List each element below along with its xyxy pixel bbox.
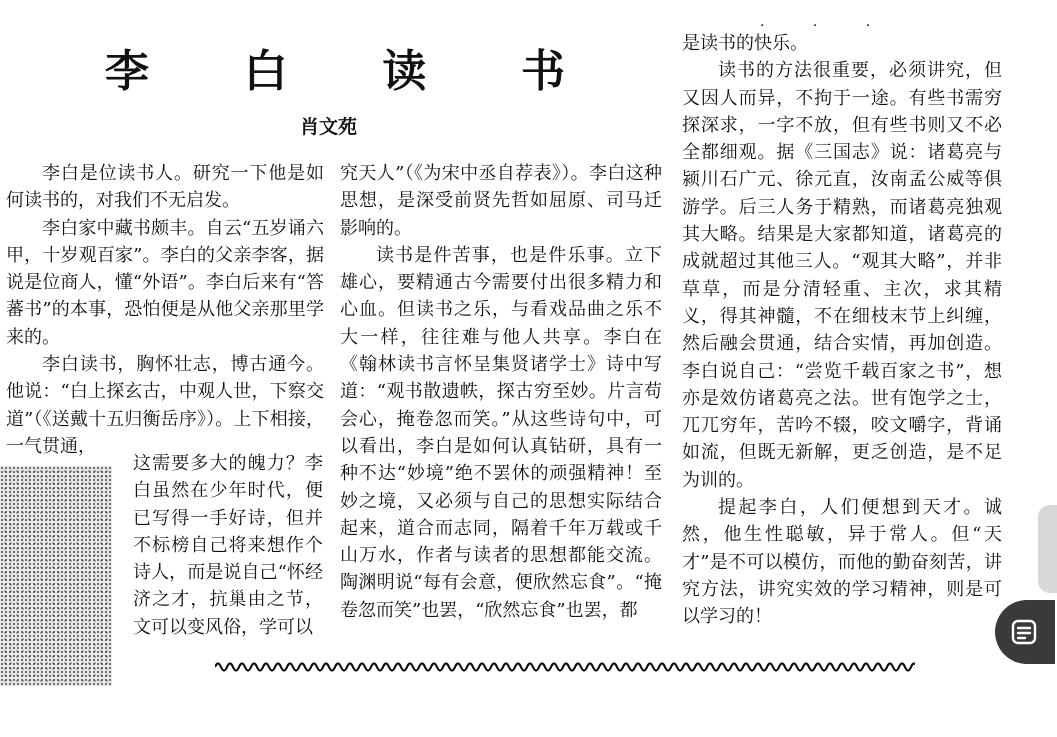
- column-1: [6, 160, 324, 460]
- article-title: [105, 36, 565, 98]
- paragraph: 李白是位读书人。研究一下他是如何读书的，对我们不无启发。: [6, 163, 324, 212]
- wavy-divider: [215, 657, 915, 677]
- column-2: [340, 160, 662, 624]
- text-reader-icon: [1008, 615, 1042, 649]
- title-char: 读: [382, 46, 427, 97]
- author-name: 肖文苑: [300, 116, 358, 138]
- portrait-photo: [0, 466, 112, 686]
- paragraph: 李白家中藏书颇丰。自云“五岁诵六甲，十岁观百家”。李白的父亲李客，据说是位商人，懂“外语”。李白后来有“答蕃书”的本事，恐怕便是从他父亲那里学来的。: [6, 217, 324, 348]
- title-char: 李: [105, 46, 149, 97]
- paragraph: 读书的方法很重要，必须讲究，但又因人而异，不拘于一途。有些书需穷探深求，一字不放，但有些书则又不必全都细观。据《三国志》说：诸葛亮与颍川石广元、徐元直，汝南孟公威等俱游学。后三人务于精熟，而诸葛亮独观其大略。结果是大家都知道，诸葛亮的成就超过其他三人。“观其大略”，并非草草，而是分清轻重、主次，求其精义，得其神髓，不在细枝末节上纠缠，然后融会贯通，结合实情，再加创造。李白说自己：“尝览千载百家之书”，想亦是效仿诸葛亮之法。世有饱学之士，兀兀穷年，苦吟不辍，咬文嚼字，背诵如流，但既无新解，更乏创造，是不足为训的。: [682, 60, 1002, 491]
- text-reader-button[interactable]: [995, 600, 1055, 664]
- paragraph: 提起李白，人们便想到天才。诚然，他生性聪敏，异于常人。但“天才”是不可以模仿，而他的勤奋刻苦，讲究方法，讲究实效的学习精神，则是可以学习的！: [682, 497, 1002, 628]
- column-3: [682, 30, 1002, 631]
- side-tab-handle[interactable]: [1038, 505, 1057, 593]
- title-char: 白: [243, 46, 288, 97]
- column-1-wrap: [133, 450, 323, 641]
- marker-dots: · · ·: [760, 18, 893, 34]
- paragraph: 究天人”（《为宋中丞自荐表》）。李白这种思想，是深受前贤先哲如屈原、司马迁影响的。: [340, 163, 662, 239]
- paragraph: 读书是件苦事，也是件乐事。立下雄心，要精通古今需要付出很多精力和心血。但读书之乐，与看戏品曲之乐不大一样，往往难与他人共享。李白在《翰林读书言怀呈集贤诸学士》诗中写道：“观书散遗帙，探古穷至妙。片言苟会心，掩卷忽而笑。”从这些诗句中，可以看出，李白是如何认真钻研，具有一种不达“妙境”绝不罢休的顽强精神！至妙之境，又必须与自己的思想实际结合起来，道合而志同，隔着千年万载或千山万水，作者与读者的思想都能交流。陶渊明说“每有会意，便欣然忘食”。“掩卷忽而笑”也罢，“欣然忘食”也罢，都: [340, 244, 662, 621]
- paragraph: 这需要多大的魄力？李白虽然在少年时代，便已写得一手好诗，但并不标榜自己将来想作个诗人，而是说自己“怀经济之才，抗巢由之节，文可以变风俗，学可以: [133, 453, 323, 638]
- paragraph: 李白读书，胸怀壮志，博古通今。他说：“白上探玄古，中观人世，下察交道”（《送戴十五归衡岳序》）。上下相接，一气贯通，: [6, 354, 324, 457]
- paragraph: 是读书的快乐。: [682, 33, 808, 54]
- title-char: 书: [520, 46, 565, 97]
